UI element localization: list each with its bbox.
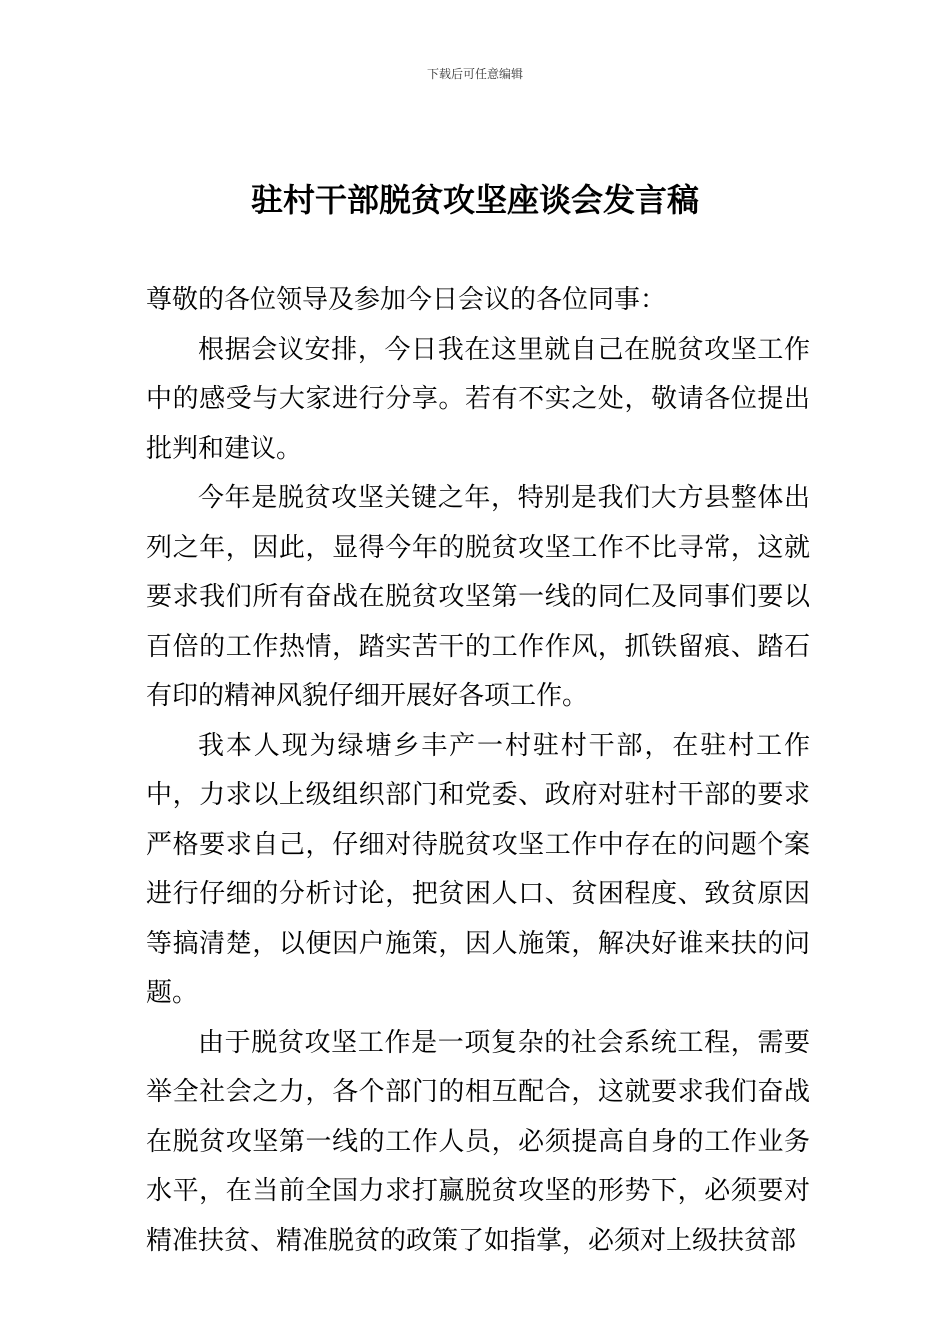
salutation: 尊敬的各位领导及参加今日会议的各位同事：: [146, 285, 667, 315]
paragraph-1: 根据会议安排，今日我在这里就自己在脱贫攻坚工作中的感受与大家进行分享。若有不实之处，敬请各位提出批判和建议。: [146, 334, 810, 464]
header-note: 下载后可任意编辑: [426, 67, 523, 81]
document-body: [146, 276, 810, 1266]
paragraph-4: 由于脱贫攻坚工作是一项复杂的社会系统工程，需要举全社会之力，各个部门的相互配合，这就要求我们奋战在脱贫攻坚第一线的工作人员，必须提高自身的工作业务水平，在当前全国力求打赢脱贫攻坚的形势下，必须要对精准扶贫、精准脱贫的政策了如指掌，必须对上级扶贫部: [146, 1027, 810, 1256]
document-title: 驻村干部脱贫攻坚座谈会发言稿: [250, 181, 699, 219]
paragraph-3: 我本人现为绿塘乡丰产一村驻村干部，在驻村工作中，力求以上级组织部门和党委、政府对驻村干部的要求严格要求自己，仔细对待脱贫攻坚工作中存在的问题个案进行仔细的分析讨论，把贫困人口、贫困程度、致贫原因等搞清楚，以便因户施策，因人施策，解决好谁来扶的问题。: [146, 730, 810, 1008]
paragraph-2: 今年是脱贫攻坚关键之年，特别是我们大方县整体出列之年，因此，显得今年的脱贫攻坚工作不比寻常，这就要求我们所有奋战在脱贫攻坚第一线的同仁及同事们要以百倍的工作热情，踏实苦干的工作作风，抓铁留痕、踏石有印的精神风貌仔细开展好各项工作。: [146, 483, 810, 711]
